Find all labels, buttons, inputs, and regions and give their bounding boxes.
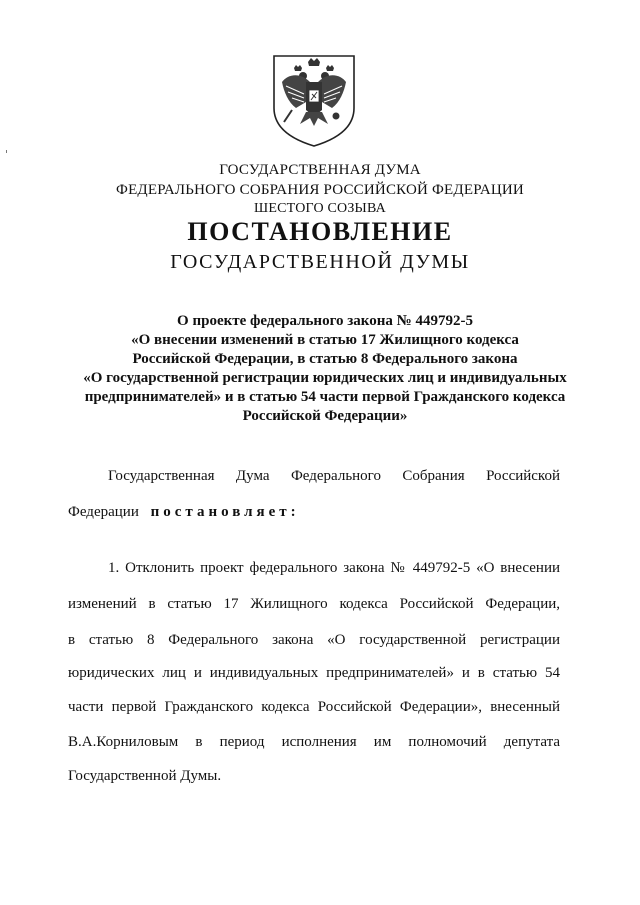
- convocation-line: ШЕСТОГО СОЗЫВА: [254, 201, 386, 216]
- russian-coat-of-arms-icon: [270, 52, 358, 148]
- subject-line: предпринимателей» и в статью 54 части первой Гражданского кодекса: [84, 389, 566, 405]
- paragraph-line: изменений в статью 17 Жилищного кодекса Российской Федерации,: [68, 596, 560, 612]
- issuer-line-1: ГОСУДАРСТВЕННАЯ ДУМА: [219, 162, 421, 178]
- paragraph-line: юридических лиц и индивидуальных предпринимателей» и в статью 54: [68, 665, 560, 681]
- subject-line: Российской Федерации, в статью 8 Федерального закона: [132, 351, 518, 367]
- issuer-line-2: ФЕДЕРАЛЬНОГО СОБРАНИЯ РОССИЙСКОЙ ФЕДЕРАЦИИ: [116, 182, 524, 198]
- resolution-verb: постановляет:: [150, 504, 300, 520]
- subject-line: «О внесении изменений в статью 17 Жилищного кодекса: [131, 332, 519, 348]
- preamble-line-1: Государственная Дума Федерального Собрания Российской: [108, 468, 560, 484]
- document-type-title: ПОСТАНОВЛЕНИЕ: [187, 217, 453, 246]
- paragraph-line: в статью 8 Федерального закона «О государственной регистрации: [68, 632, 560, 648]
- document-type-subtitle: ГОСУДАРСТВЕННОЙ ДУМЫ: [170, 251, 470, 273]
- paragraph-line: части первой Гражданского кодекса Российской Федерации», внесенный: [68, 699, 560, 715]
- preamble-text: Федерации: [68, 504, 139, 520]
- paragraph-line: 1. Отклонить проект федерального закона № 449792-5 «О внесении: [108, 560, 560, 576]
- scan-mark: [6, 150, 7, 153]
- document-subject: [60, 312, 590, 426]
- subject-line: Российской Федерации»: [242, 408, 408, 424]
- subject-line: «О государственной регистрации юридических лиц и индивидуальных: [83, 370, 567, 386]
- paragraph-line: В.А.Корниловым в период исполнения им полномочий депутата: [68, 734, 560, 750]
- preamble-line-2: [68, 502, 568, 522]
- paragraph-line: Государственной Думы.: [68, 768, 222, 784]
- subject-line: О проекте федерального закона № 449792-5: [177, 313, 473, 329]
